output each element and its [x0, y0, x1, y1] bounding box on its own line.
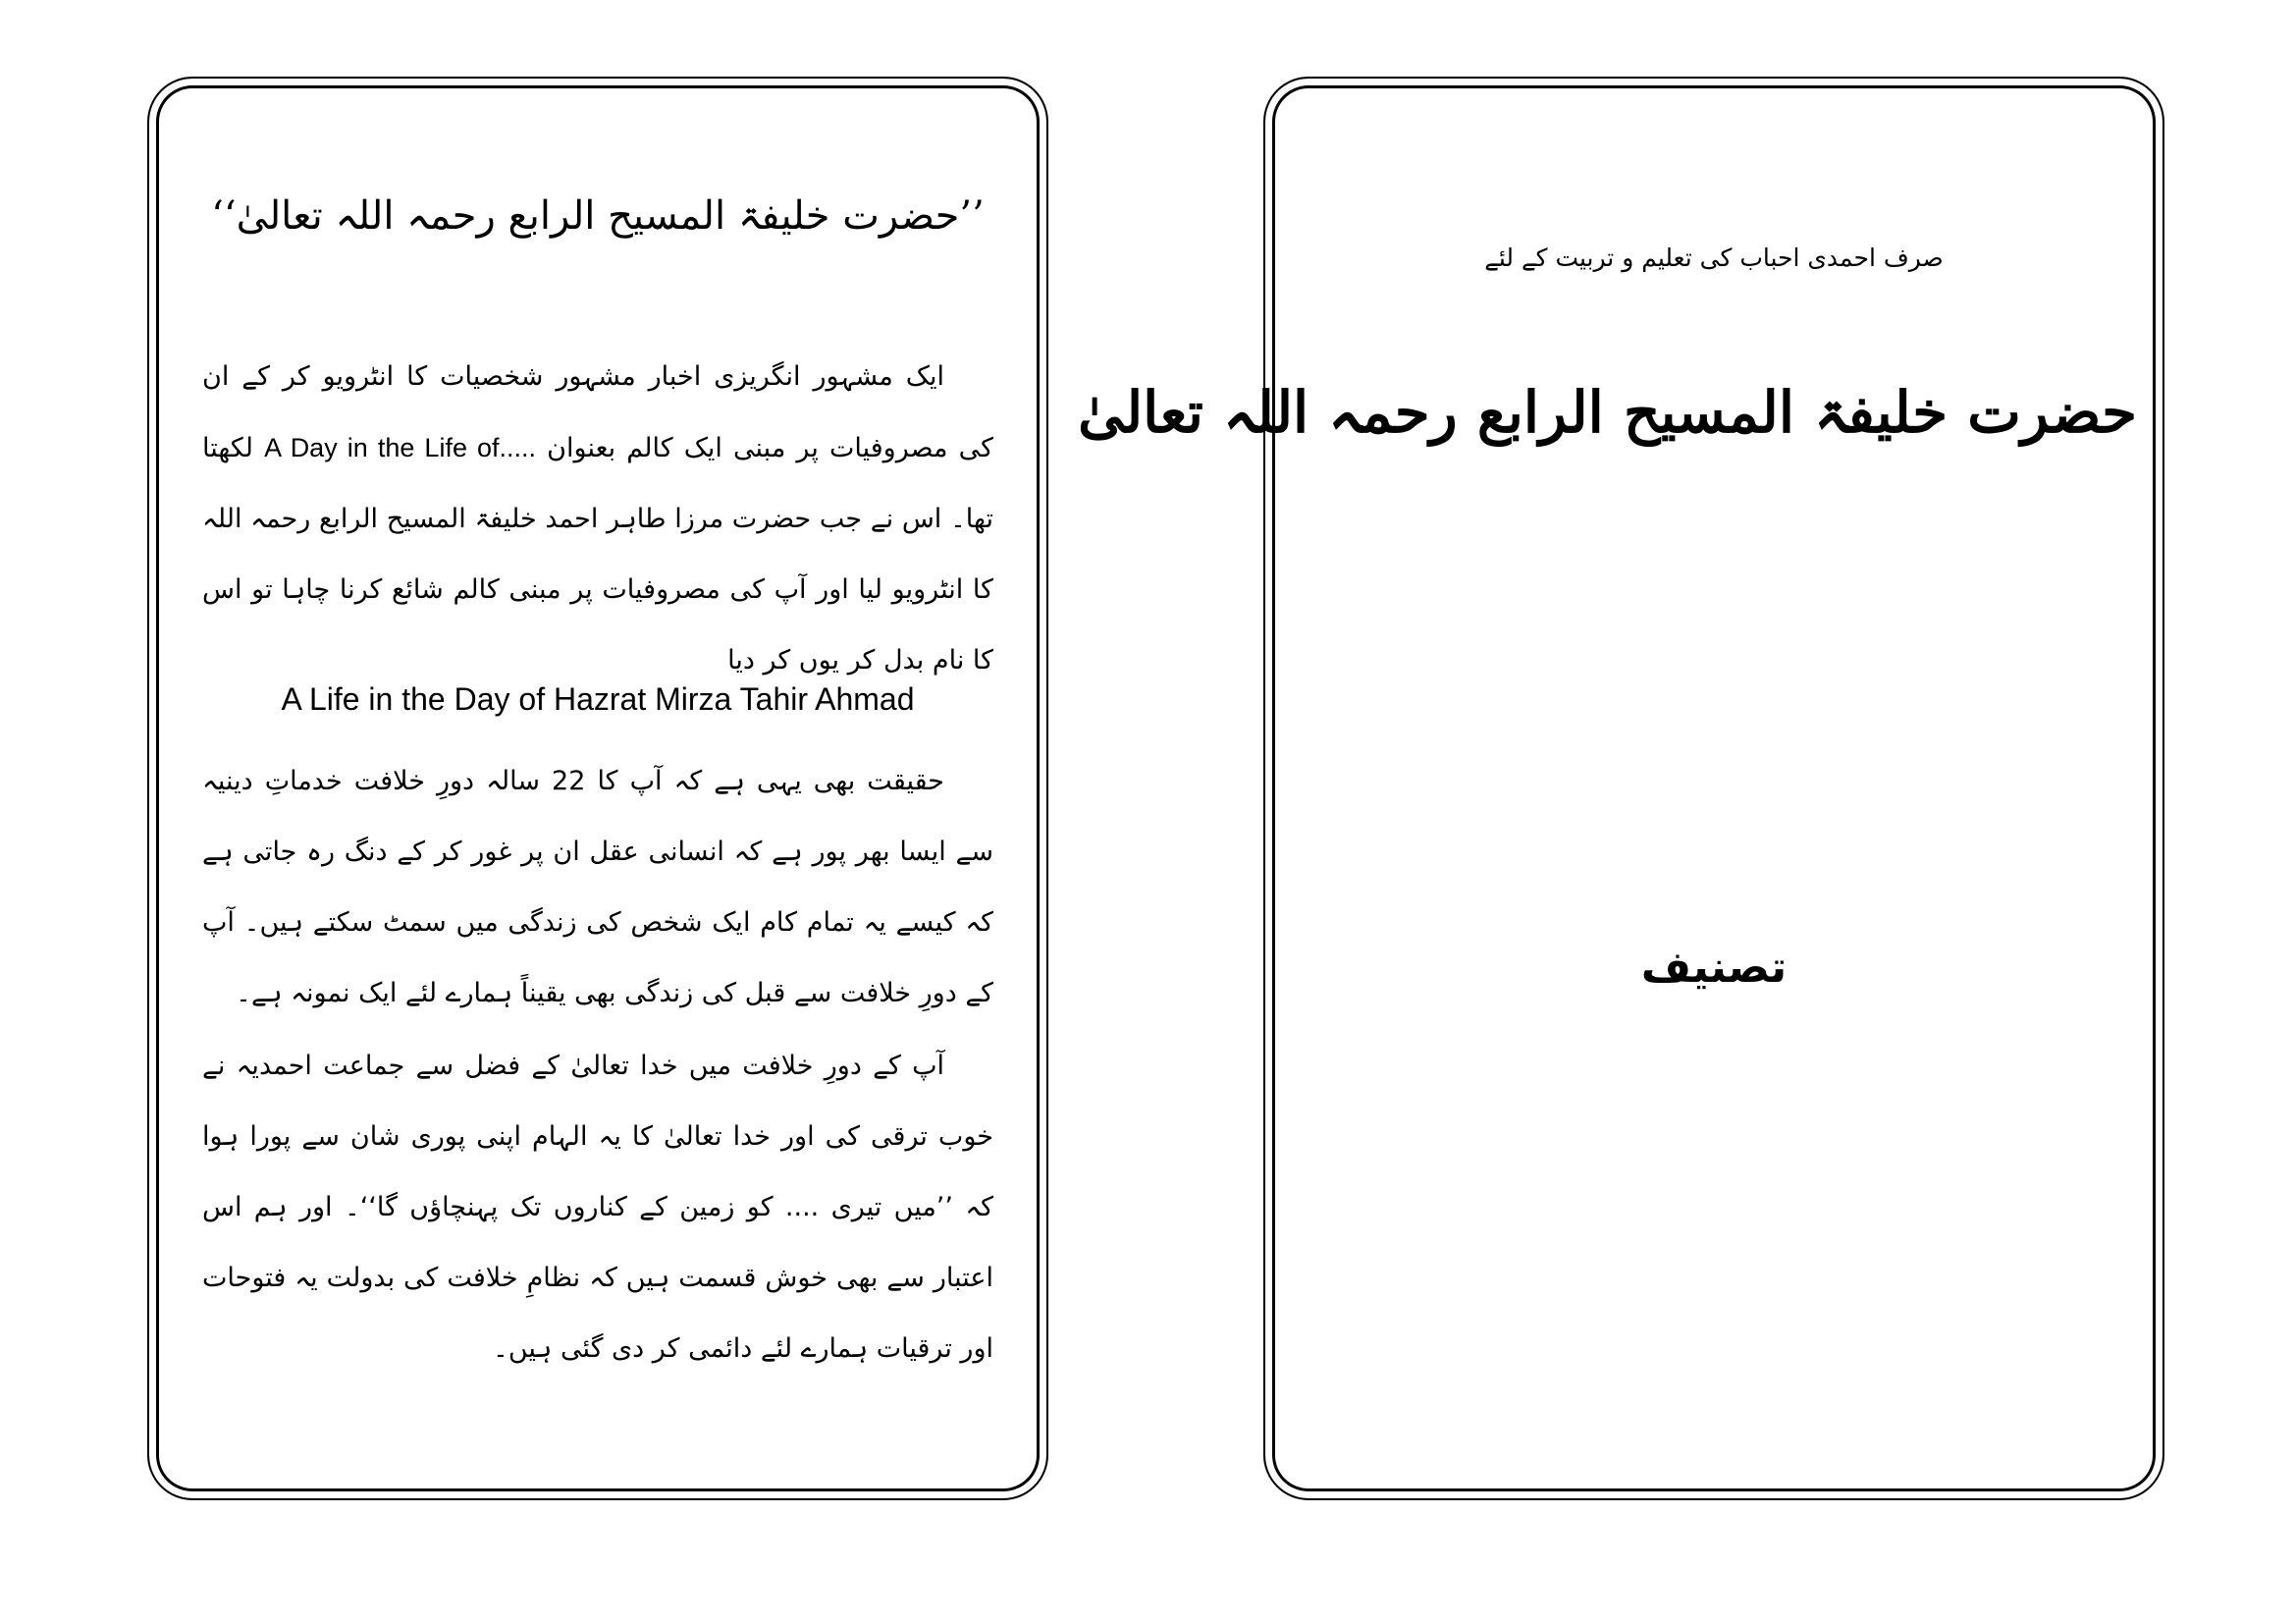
- cover-tagline: صرف احمدی احباب کی تعلیم و تربیت کے لئے: [1484, 243, 1944, 272]
- cover-author-label: تصنیف: [1640, 943, 1788, 993]
- right-page-cover: [1078, 77, 2164, 1500]
- paragraph-intro-part2: لکھتا تھا۔ اس نے جب حضرت مرزا طاہر احمد خلیفۃ المسیح الرابع رحمہ اللہ کا انٹرویو لیا اور آپ کی مصروفیات پر مبنی کالم شائع کرنا چاہا تو اس کا نام بدل کر یوں کر دیا: [202, 433, 993, 676]
- left-page-heading: ’’حضرت خلیفۃ المسیح الرابع رحمہ اللہ تعالیٰ‘‘: [211, 193, 985, 239]
- paragraph-intro-part1: ایک مشہور انگریزی اخبار مشہور شخصیات کا انٹرویو کر کے ان کی مصروفیات پر مبنی ایک کالم بعنوان: [202, 361, 993, 463]
- left-page: [147, 77, 1048, 1500]
- column-title-english: A Day in the Life of.....: [264, 433, 537, 462]
- cover-title: حضرت خلیفۃ المسیح الرابع رحمہ اللہ تعالیٰ: [1078, 379, 2137, 446]
- paragraph-khilafat-period: حقیقت بھی یہی ہے کہ آپ کا 22 سالہ دورِ خلافت خدماتِ دینیہ سے ایسا بھر پور ہے کہ انسانی عقل ان پر غور کر کے دنگ رہ جاتی ہے کہ کیسے یہ تمام کام ایک شخص کی زندگی میں سمٹ سکتے ہیں۔ آپ کے دورِ خلافت سے قبل کی زندگی بھی یقیناً ہمارے لئے ایک نمونہ ہے۔: [202, 766, 993, 1008]
- paragraph-intro: [202, 342, 993, 696]
- paragraph-progress: آپ کے دورِ خلافت میں خدا تعالیٰ کے فضل سے جماعت احمدیہ نے خوب ترقی کی اور خدا تعالیٰ کا یہ الہام اپنی پوری شان سے پورا ہوا کہ ’’میں تیری .... کو زمین کے کناروں تک پہنچاؤں گا‘‘۔ اور ہم اس اعتبار سے بھی خوش قسمت ہیں کہ نظامِ خلافت کی بدولت یہ فتوحات اور ترقیات ہمارے لئے دائمی کر دی گئی ہیں۔: [202, 1051, 993, 1364]
- renamed-column-title: A Life in the Day of Hazrat Mirza Tahir Ahmad: [281, 681, 915, 717]
